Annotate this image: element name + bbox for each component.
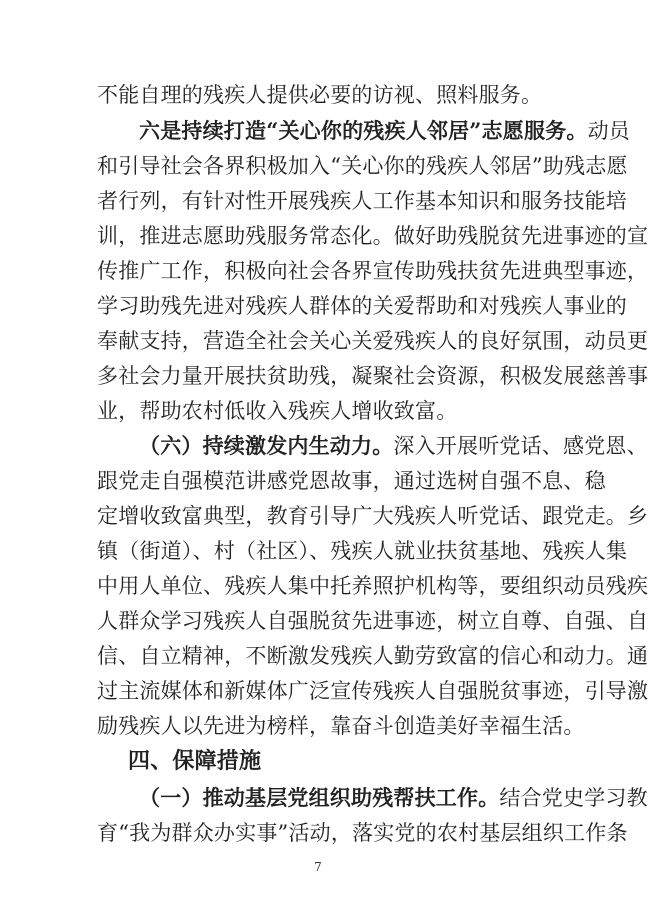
paragraph-text: 深入开展听党话、感党恩、 xyxy=(393,434,648,458)
paragraph-lead: （六）持续激发内生动力。 xyxy=(139,433,394,458)
paragraph-text: 结合党史学习教 xyxy=(499,786,648,810)
text-line: 训，推进志愿助残服务常态化。做好助残脱贫先进事迹的宣 xyxy=(97,224,648,248)
page-number: 7 xyxy=(314,860,322,874)
text-line: 镇（街道）、村（社区）、残疾人就业扶贫基地、残疾人集 xyxy=(97,539,628,563)
text-line: 定增收致富典型，教育引导广大残疾人听党话、跟党走。乡 xyxy=(97,504,648,528)
text-line: 传推广工作，积极向社会各界宣传助残扶贫先进典型事迹， xyxy=(97,259,648,283)
section-heading: 四、保障措施 xyxy=(128,749,262,774)
paragraph-six-first-line xyxy=(139,115,630,147)
text-line: 中用人单位、残疾人集中托养照护机构等，要组织动员残疾 xyxy=(97,574,648,598)
text-line: 不能自理的残疾人提供必要的访视、照料服务。 xyxy=(97,83,543,107)
paragraph-lead: 六是持续打造“关心你的残疾人邻居”志愿服务。 xyxy=(139,118,588,143)
text-line: 过主流媒体和新媒体广泛宣传残疾人自强脱贫事迹，引导激 xyxy=(97,679,648,703)
text-line: 育“我为群众办实事”活动，落实党的农村基层组织工作条 xyxy=(97,821,628,845)
measure-one-first-line xyxy=(139,782,648,814)
text-line: 多社会力量开展扶贫助残，凝聚社会资源，积极发展慈善事 xyxy=(97,364,648,388)
text-line: 励残疾人以先进为榜样，靠奋斗创造美好幸福生活。 xyxy=(97,714,585,738)
text-line: 和引导社会各界积极加入“关心你的残疾人邻居”助残志愿 xyxy=(97,154,628,178)
paragraph-lead: （一）推动基层党组织助残帮扶工作。 xyxy=(139,785,500,810)
text-line: 者行列，有针对性开展残疾人工作基本知识和服务技能培 xyxy=(97,189,627,213)
measure-six-first-line xyxy=(139,430,648,462)
text-line: 跟党走自强模范讲感党恩故事，通过选树自强不息、稳 xyxy=(97,469,606,493)
paragraph-text: 动员 xyxy=(587,119,630,143)
text-line: 学习助残先进对残疾人群体的关爱帮助和对残疾人事业的 xyxy=(97,294,627,318)
text-line: 奉献支持，营造全社会关心关爱残疾人的良好氛围，动员更 xyxy=(97,329,648,353)
text-line: 业，帮助农村低收入残疾人增收致富。 xyxy=(97,399,458,423)
text-line: 信、自立精神，不断激发残疾人勤劳致富的信心和动力。通 xyxy=(97,644,648,668)
text-line: 人群众学习残疾人自强脱贫先进事迹，树立自尊、自强、自 xyxy=(97,609,648,633)
